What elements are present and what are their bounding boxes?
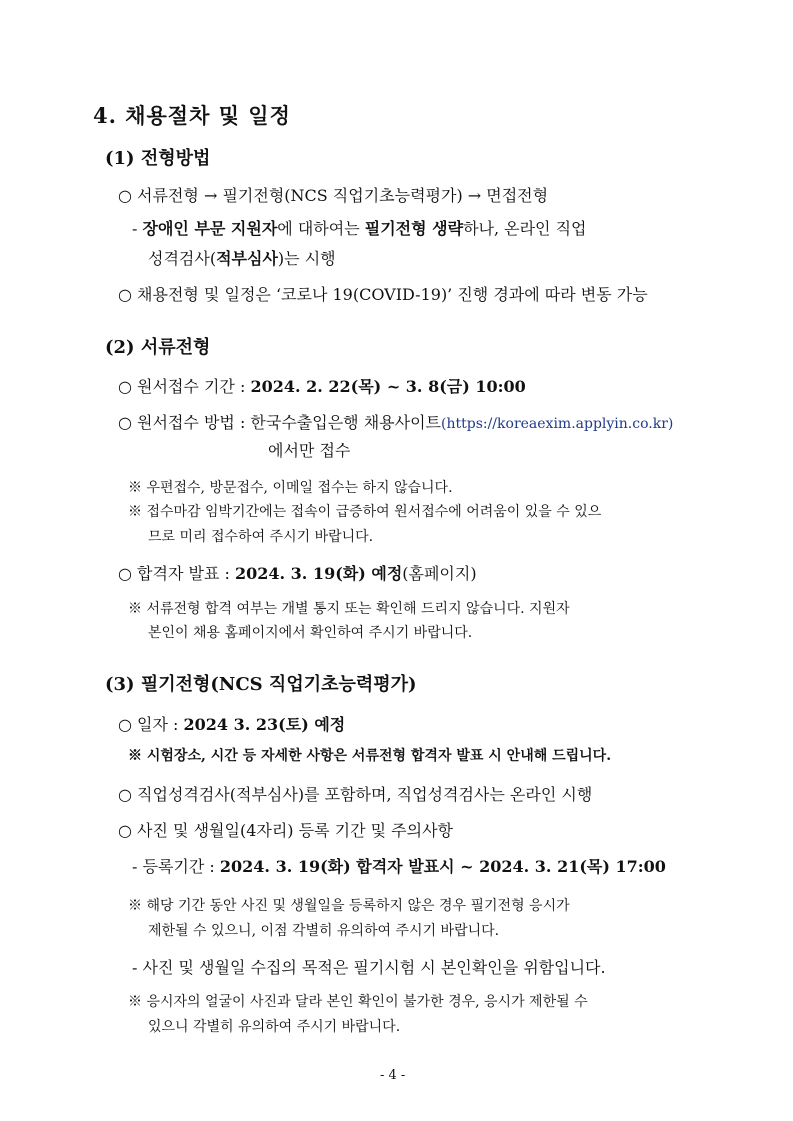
text-photo-registration: ○ 사진 및 생월일(4자리) 등록 기간 및 주의사항 bbox=[118, 821, 453, 840]
text-personality-test bbox=[148, 246, 336, 269]
note-deadline-line2: 므로 미리 접수하여 주시기 바랍니다. bbox=[148, 529, 374, 545]
text-photo-purpose: - 사진 및 생월일 수집의 목적은 필기시험 시 본인확인을 위함입니다. bbox=[132, 958, 606, 977]
note-identity-line1: ※ 응시자의 얼굴이 사진과 달라 본인 확인이 불가한 경우, 응시가 제한될 수 bbox=[128, 994, 588, 1010]
section-title: 4. 채용절차 및 일정 bbox=[93, 103, 291, 128]
text-regarding: 에 대하여는 bbox=[277, 219, 365, 238]
note-result-line1: ※ 서류전형 합격 여부는 개별 통지 또는 확인해 드리지 않습니다. 지원자 bbox=[128, 601, 570, 617]
text-homepage: (홈페이지) bbox=[402, 564, 477, 583]
text-application-period bbox=[118, 374, 526, 397]
text-conducted: )는 시행 bbox=[277, 249, 336, 268]
heading-written-exam: (3) 필기전형(NCS 직업기초능력평가) bbox=[105, 674, 417, 695]
text-written-exempt: 필기전형 생략 bbox=[364, 219, 464, 238]
page-number: - 4 - bbox=[380, 1068, 406, 1083]
text-application-method bbox=[118, 410, 673, 433]
text-exam-date bbox=[118, 712, 345, 735]
label-registration-period: - 등록기간 : bbox=[132, 857, 220, 876]
text-covid-notice: ○ 채용전형 및 일정은 ‘코로나 19(COVID-19)’ 진행 경과에 따라 변동 가능 bbox=[118, 285, 648, 304]
text-disabled-applicants bbox=[132, 216, 587, 239]
label-application-period: ○ 원서접수 기간 : bbox=[118, 377, 251, 396]
note-deadline-line1: ※ 접수마감 임박기간에는 접속이 급증하여 원서접수에 어려움이 있을 수 있으 bbox=[128, 504, 602, 520]
note-no-mail: ※ 우편접수, 방문접수, 이메일 접수는 하지 않습니다. bbox=[128, 480, 453, 496]
text-disabled-category: 장애인 부문 지원자 bbox=[142, 219, 278, 238]
note-result-line2: 본인이 채용 홈페이지에서 확인하여 주시기 바랍니다. bbox=[148, 625, 473, 641]
note-identity-line2: 있으니 각별히 유의하여 주시기 바랍니다. bbox=[148, 1019, 401, 1035]
text-registration-period bbox=[132, 854, 666, 877]
heading-document-screening: (2) 서류전형 bbox=[105, 337, 211, 358]
label-application-method: ○ 원서접수 방법 : 한국수출입은행 채용사이트 bbox=[118, 413, 441, 432]
label-exam-date: ○ 일자 : bbox=[118, 715, 184, 734]
note-registration-line1: ※ 해당 기간 동안 사진 및 생월일을 등록하지 않은 경우 필기전형 응시가 bbox=[128, 898, 570, 914]
text-dash: - bbox=[132, 219, 143, 238]
text-personality-prefix: 성격검사( bbox=[148, 249, 217, 268]
heading-screening-method: (1) 전형방법 bbox=[105, 148, 211, 169]
value-exam-date: 2024 3. 23(토) 예정 bbox=[183, 715, 346, 734]
label-result: ○ 합격자 발표 : bbox=[118, 564, 235, 583]
note-exam-venue: ※ 시험장소, 시간 등 자세한 사항은 서류전형 합격자 발표 시 안내해 드립니다. bbox=[128, 748, 612, 764]
text-personality-included: ○ 직업성격검사(적부심사)를 포함하며, 직업성격검사는 온라인 시행 bbox=[118, 785, 593, 804]
text-result-announcement bbox=[118, 561, 477, 584]
value-result-date: 2024. 3. 19(화) 예정 bbox=[234, 564, 403, 583]
value-application-period: 2024. 2. 22(목) ~ 3. 8(금) 10:00 bbox=[250, 377, 526, 396]
text-process-flow: ○ 서류전형 → 필기전형(NCS 직업기초능력평가) → 면접전형 bbox=[118, 186, 549, 205]
link-recruit-site[interactable]: (https://koreaexim.applyin.co.kr) bbox=[441, 416, 674, 432]
value-registration-period: 2024. 3. 19(화) 합격자 발표시 ~ 2024. 3. 21(목) 17:00 bbox=[219, 857, 666, 876]
text-only-accept: 에서만 접수 bbox=[268, 441, 351, 460]
text-suitability: 적부심사 bbox=[216, 249, 278, 268]
text-but-online: 하나, 온라인 직업 bbox=[463, 219, 587, 238]
note-registration-line2: 제한될 수 있으니, 이점 각별히 유의하여 주시기 바랍니다. bbox=[148, 923, 500, 939]
